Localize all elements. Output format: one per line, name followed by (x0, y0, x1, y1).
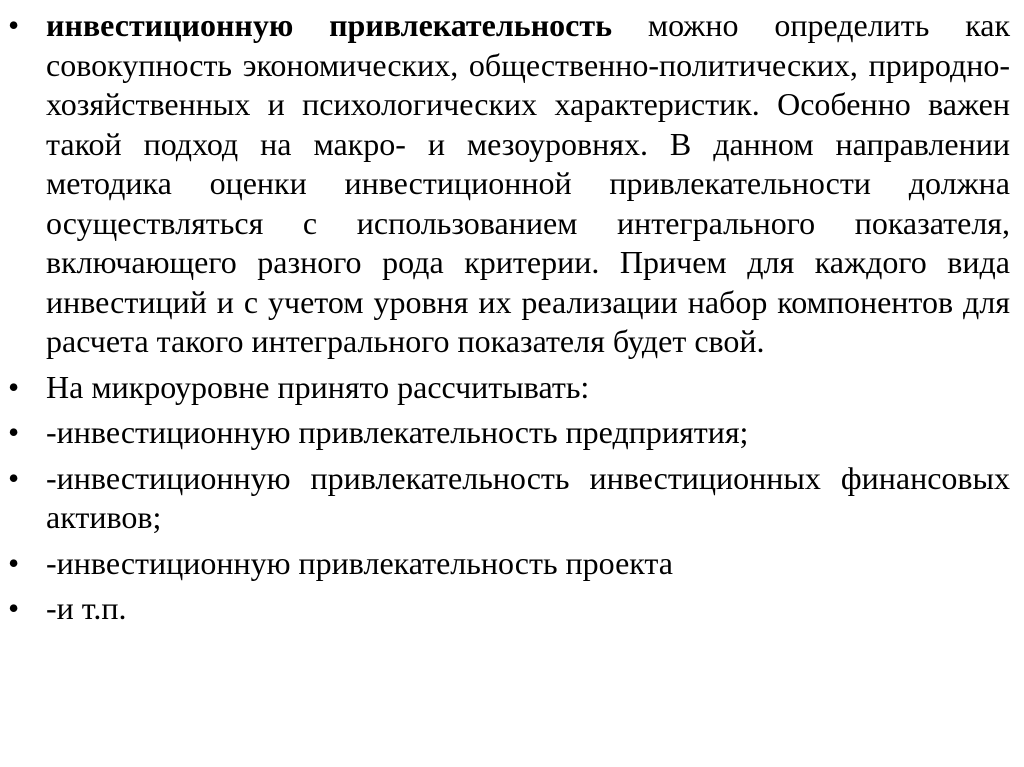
bullet-item (8, 589, 1010, 629)
bullet-dot-icon: • (8, 590, 20, 626)
bullet-item (8, 6, 1010, 362)
bullet-item (8, 459, 1010, 538)
bullet-dot-icon: • (8, 368, 20, 405)
bullet-lead-text: инвестиционную привлекательность (46, 7, 613, 43)
bullet-text: -инвестиционную привлекательность предприятия; (46, 414, 749, 450)
bullet-text: -и т.п. (46, 590, 127, 626)
bullet-text: -инвестиционную привлекательность проекта (46, 544, 673, 581)
bullet-text: можно определить как совокупность экономических, общественно-политических, природно-хозяйственных и психологических характеристик. Особенно важен такой подход на макро- и мезоуровнях. В данном направлении методика оценки инвестиционной привлекательности должна осуществляться с использованием интегрального показателя, включающего разного рода критерии. Причем для каждого вида инвестиций и с учетом уровня их реализации набор компонентов для расчета такого интегрального показателя будет свой. (46, 7, 1011, 359)
bullet-dot-icon: • (8, 544, 20, 581)
bullet-text: -инвестиционную привлекательность инвестиционных финансовых активов; (46, 459, 1010, 535)
bullet-item (8, 413, 1010, 453)
bullet-dot-icon: • (8, 7, 20, 43)
bullet-item (8, 544, 1010, 584)
bullet-dot-icon: • (8, 414, 20, 450)
bullet-text: На микроуровне принято рассчитывать: (46, 368, 590, 405)
bullet-dot-icon: • (8, 459, 20, 496)
bullet-list (8, 6, 1010, 629)
bullet-item (8, 368, 1010, 408)
